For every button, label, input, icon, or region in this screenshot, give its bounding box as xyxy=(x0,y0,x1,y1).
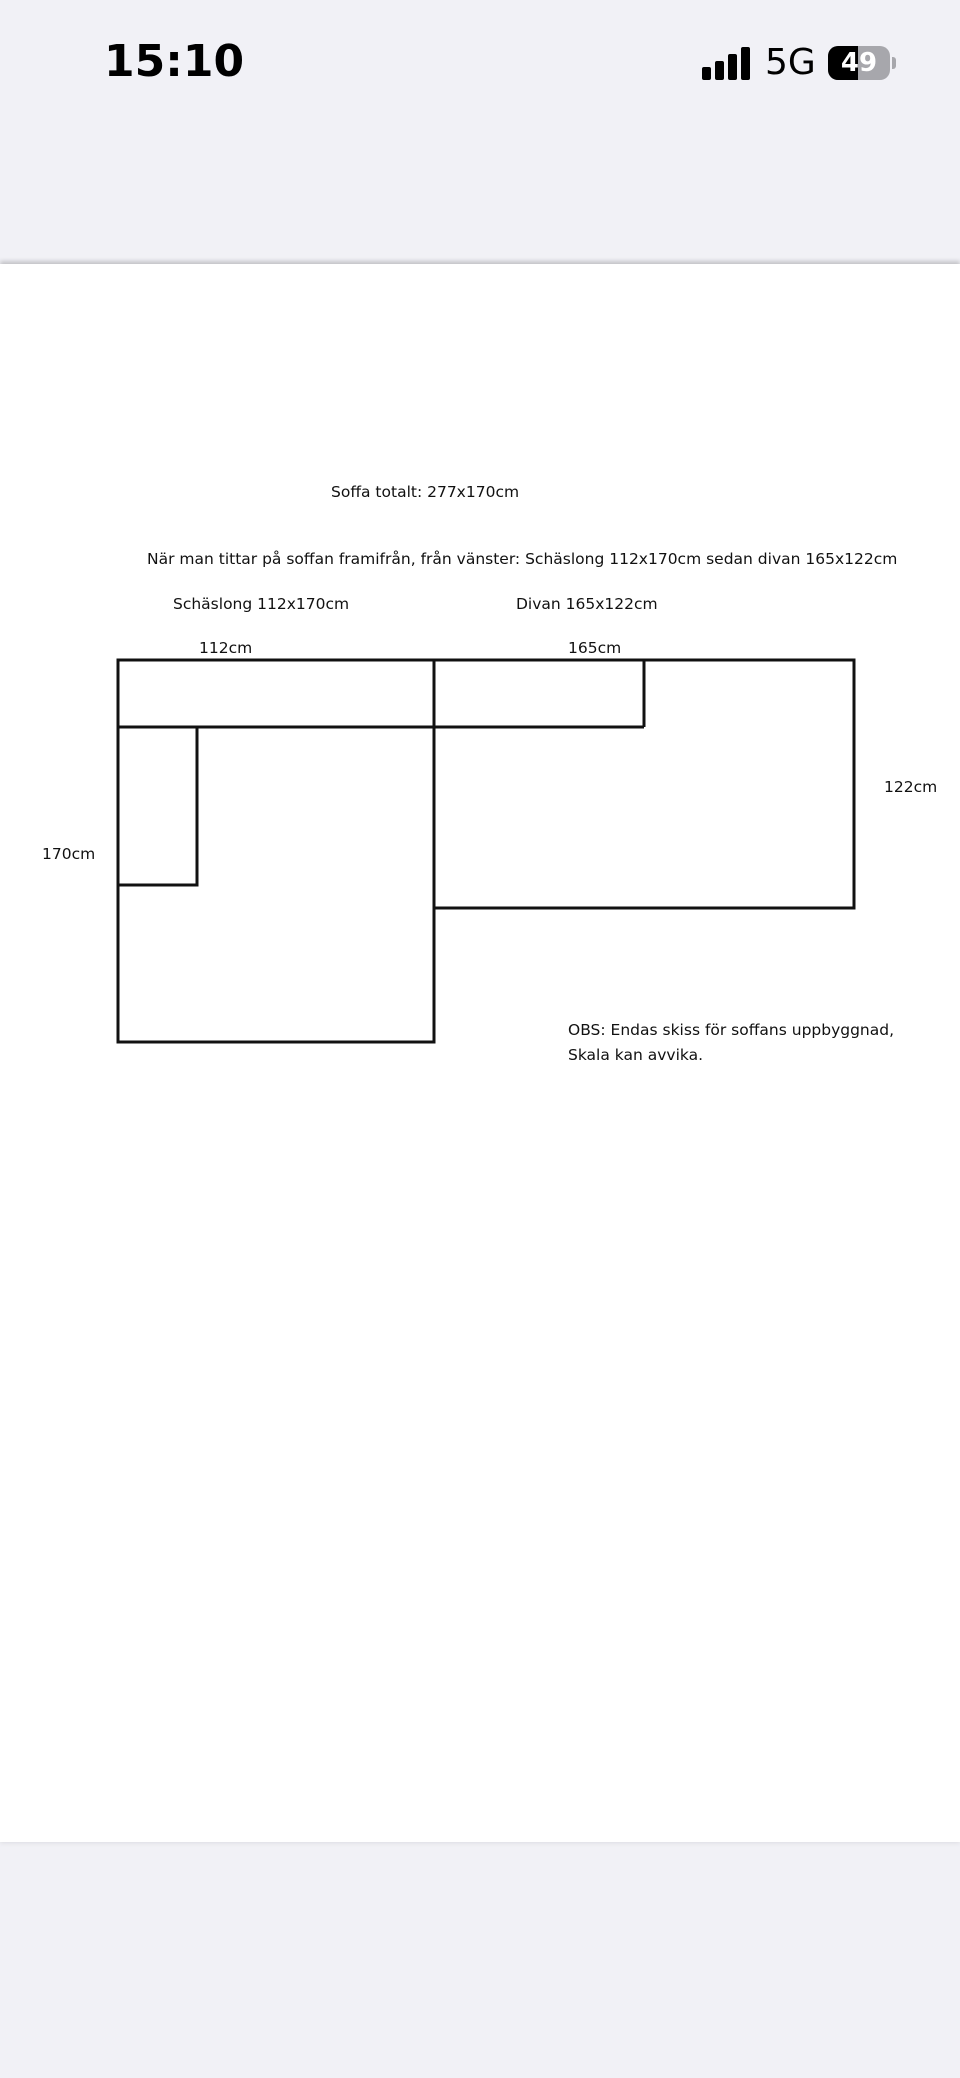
cellular-signal-icon xyxy=(702,46,750,80)
chaise-outline xyxy=(118,660,434,1042)
note-line-1: OBS: Endas skiss för soffans uppbyggnad, xyxy=(568,1021,895,1039)
battery-tip xyxy=(892,57,896,69)
divan-width-dimension: 165cm xyxy=(568,639,622,657)
clock: 15:10 xyxy=(104,36,245,87)
network-type: 5G xyxy=(765,42,816,83)
chaise-width-dimension: 112cm xyxy=(199,639,253,657)
divan-label: Divan 165x122cm xyxy=(516,595,658,613)
note-line-2: Skala kan avvika. xyxy=(568,1046,704,1064)
divan-depth-dimension: 122cm xyxy=(884,778,938,796)
total-size-text: Soffa totalt: 277x170cm xyxy=(331,483,520,501)
chaise-armrest xyxy=(118,727,197,885)
battery-level: 49 xyxy=(840,48,878,78)
document-page[interactable] xyxy=(0,264,960,1842)
battery-icon xyxy=(828,46,890,80)
status-bar xyxy=(0,0,960,130)
chaise-depth-dimension: 170cm xyxy=(42,845,96,863)
chaise-label: Schäslong 112x170cm xyxy=(173,595,350,613)
description-text: När man tittar på soffan framifrån, från vänster: Schäslong 112x170cm sedan divan 165x122cm xyxy=(147,550,898,568)
